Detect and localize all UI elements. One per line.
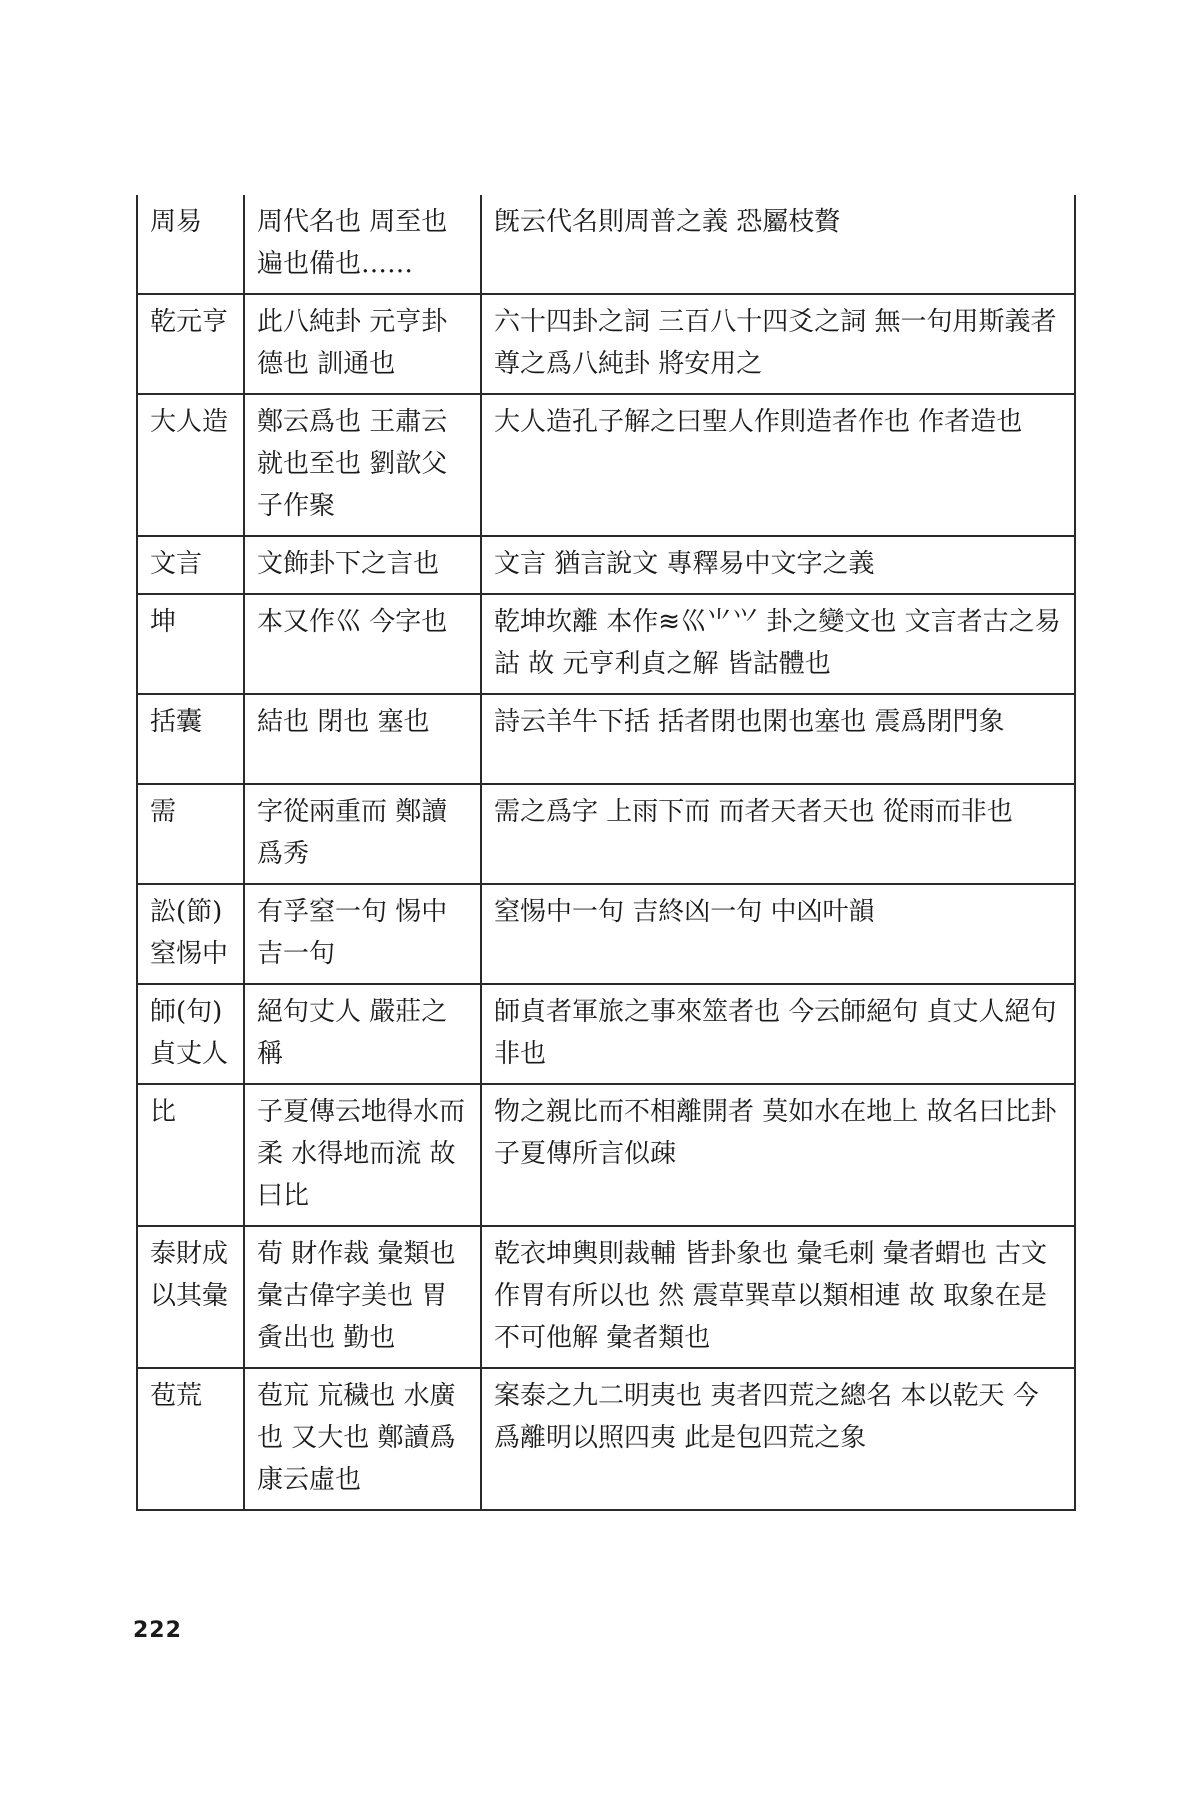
gloss-cell: 結也 閉也 塞也	[244, 694, 481, 784]
comment-cell: 乾坤坎離 本作≋巛⺌⺍ 卦之變文也 文言者古之易詁 故 元亨利貞之解 皆詁體也	[481, 594, 1075, 694]
table-row	[137, 1368, 1075, 1510]
table-row	[137, 394, 1075, 536]
comment-cell: 師貞者軍旅之事來筮者也 今云師絕句 貞丈人絕句 非也	[481, 984, 1075, 1084]
comment-cell: 需之爲字 上雨下而 而者天者天也 從雨而非也	[481, 784, 1075, 884]
comment-cell: 六十四卦之詞 三百八十四爻之詞 無一句用斯義者 尊之爲八純卦 將安用之	[481, 294, 1075, 394]
comment-cell: 窒惕中一句 吉終凶一句 中凶叶韻	[481, 884, 1075, 984]
term-cell: 大人造	[137, 394, 244, 536]
table-row	[137, 536, 1075, 594]
term-cell: 苞荒	[137, 1368, 244, 1510]
term-cell: 乾元亨	[137, 294, 244, 394]
comment-cell: 物之親比而不相離開者 莫如水在地上 故名曰比卦 子夏傳所言似疎	[481, 1084, 1075, 1226]
gloss-cell: 荀 財作裁 彙類也 彙古偉字美也 胃夤出也 勤也	[244, 1226, 481, 1368]
gloss-cell: 苞巟 巟穢也 水廣也 又大也 鄭讀爲康云虛也	[244, 1368, 481, 1510]
term-cell: 訟(節)窒惕中	[137, 884, 244, 984]
gloss-table-body	[137, 195, 1075, 1510]
term-cell: 師(句)貞丈人	[137, 984, 244, 1084]
comment-cell: 案泰之九二明夷也 夷者四荒之總名 本以乾天 今爲離明以照四夷 此是包四荒之象	[481, 1368, 1075, 1510]
term-cell: 括囊	[137, 694, 244, 784]
table-row	[137, 884, 1075, 984]
term-cell: 需	[137, 784, 244, 884]
comment-cell: 大人造孔子解之曰聖人作則造者作也 作者造也	[481, 394, 1075, 536]
gloss-cell: 絕句丈人 嚴莊之稱	[244, 984, 481, 1084]
table-row	[137, 594, 1075, 694]
table-row	[137, 1226, 1075, 1368]
comment-cell: 乾衣坤輿則裁輔 皆卦象也 彙毛刺 彙者蝟也 古文作胃有所以也 然 震草巽草以類相連 故 取象在是 不可他解 彙者類也	[481, 1226, 1075, 1368]
term-cell: 比	[137, 1084, 244, 1226]
table-row	[137, 1084, 1075, 1226]
gloss-cell: 文飾卦下之言也	[244, 536, 481, 594]
gloss-cell: 周代名也 周至也 遍也備也……	[244, 195, 481, 294]
table-row	[137, 294, 1075, 394]
comment-cell: 旣云代名則周普之義 恐屬枝贅	[481, 195, 1075, 294]
gloss-table	[136, 195, 1076, 1511]
table-row	[137, 694, 1075, 784]
gloss-cell: 有孚窒一句 惕中吉一句	[244, 884, 481, 984]
comment-cell: 詩云羊牛下括 括者閉也閑也塞也 震爲閉門象	[481, 694, 1075, 784]
comment-cell: 文言 猶言說文 專釋易中文字之義	[481, 536, 1075, 594]
gloss-cell: 此八純卦 元亨卦德也 訓通也	[244, 294, 481, 394]
table-row	[137, 984, 1075, 1084]
gloss-cell: 鄭云爲也 王肅云就也至也 劉歆父子作聚	[244, 394, 481, 536]
term-cell: 文言	[137, 536, 244, 594]
gloss-cell: 字從兩重而 鄭讀爲秀	[244, 784, 481, 884]
table-row	[137, 195, 1075, 294]
term-cell: 泰財成以其彙	[137, 1226, 244, 1368]
term-cell: 周易	[137, 195, 244, 294]
table-row	[137, 784, 1075, 884]
page-number: 222	[133, 1618, 182, 1643]
gloss-cell: 本又作巛 今字也	[244, 594, 481, 694]
gloss-cell: 子夏傳云地得水而柔 水得地而流 故曰比	[244, 1084, 481, 1226]
term-cell: 坤	[137, 594, 244, 694]
